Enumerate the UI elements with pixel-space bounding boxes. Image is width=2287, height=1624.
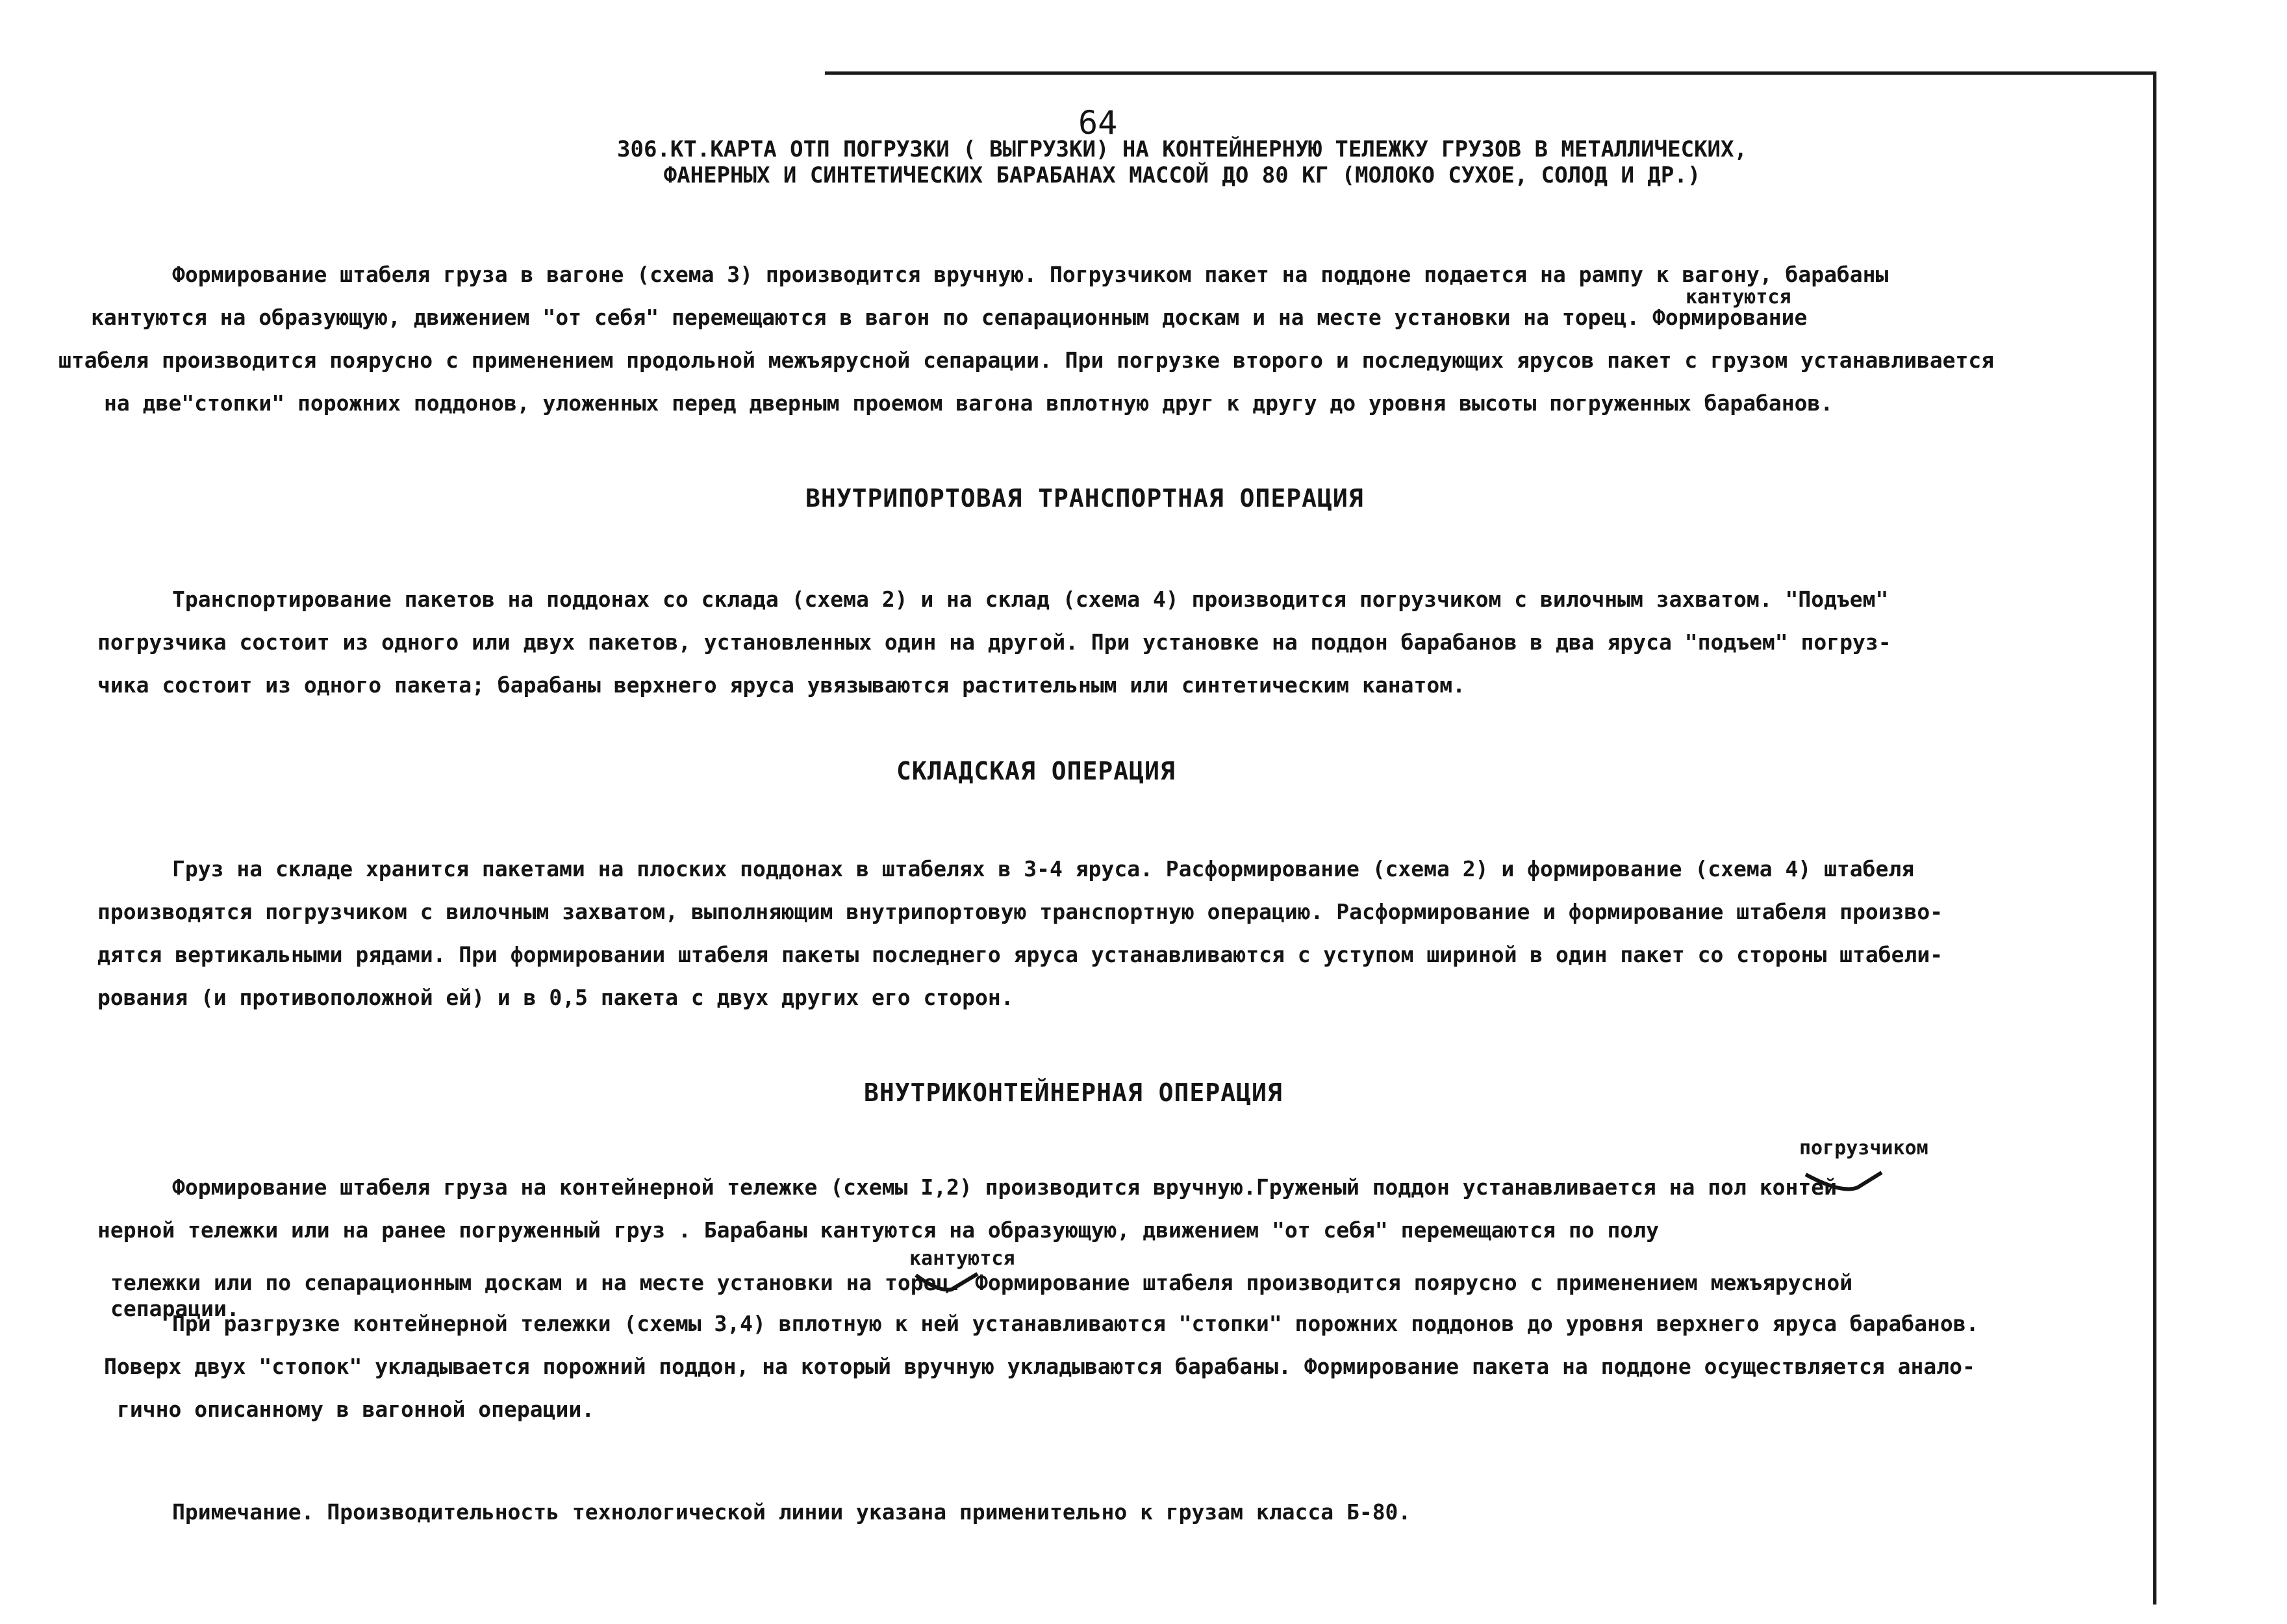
paragraph-line: чика состоит из одного пакета; барабаны верхнего яруса увязываются растительным или синтетическим канатом.: [97, 672, 1465, 698]
paragraph-line: погрузчика состоит из одного или двух пакетов, установленных один на другой. При установке на поддон барабанов в два яруса "подъем" погруз-: [97, 629, 1891, 655]
paragraph-line: Транспортирование пакетов на поддонах со склада (схема 2) и на склад (схема 4) производится погрузчиком с вилочным захватом. "Подъем": [172, 587, 1889, 612]
title-line-1: 306.КТ.КАРТА ОТП ПОГРУЗКИ ( ВЫГРУЗКИ) НА КОНТЕЙНЕРНУЮ ТЕЛЕЖКУ ГРУЗОВ В МЕТАЛЛИЧЕСКИХ,: [617, 136, 1747, 162]
section-heading: ВНУТРИКОНТЕЙНЕРНАЯ ОПЕРАЦИЯ: [864, 1078, 1283, 1107]
paragraph-transport-operation: [97, 578, 1891, 707]
title-line-2: ФАНЕРНЫХ И СИНТЕТИЧЕСКИХ БАРАБАНАХ МАССОЙ ДО 80 КГ (МОЛОКО СУХОЕ, СОЛОД И ДР.): [663, 162, 1701, 188]
page-number: 64: [1078, 104, 1118, 142]
paragraph-line: производятся погрузчиком с вилочным захватом, выполняющим внутрипортовую транспортную операцию. Расформирование и формирование штабеля произво-: [97, 899, 1943, 924]
paragraph-line: Формирование штабеля груза в вагоне (схема 3) производится вручную. Погрузчиком пакет на поддоне подается на рампу к вагону, барабаны: [172, 262, 1889, 287]
insert-word: кантуются: [1686, 286, 1791, 309]
paragraph-line: гично описанному в вагонной операции.: [117, 1397, 595, 1422]
document-title: [533, 136, 1832, 188]
paragraph-line: При разгрузке контейнерной тележки (схемы 3,4) вплотную к ней устанавливаются "стопки" порожних поддонов до уровня верхнего яруса барабанов.: [172, 1311, 1979, 1336]
note: [172, 1491, 1411, 1534]
paragraph-container-operation: [97, 1166, 1850, 1252]
paragraph-line: штабеля производится поярусно с применением продольной межъярусной сепарации. При погрузке второго и последующих ярусов пакет с грузом устанавливается: [58, 348, 1995, 373]
section-heading: ВНУТРИПОРТОВАЯ ТРАНСПОРТНАЯ ОПЕРАЦИЯ: [805, 484, 1364, 513]
top-border-line: [825, 71, 2156, 75]
insert-word: кантуются: [909, 1247, 1015, 1270]
paragraph-line: нерной тележки или на ранее погруженный груз . Барабаны кантуются на образующую, движением "от себя" перемещаются по полу: [97, 1217, 1659, 1243]
paragraph-warehouse-operation: [97, 848, 1943, 1019]
paragraph-line: Поверх двух "стопок" укладывается порожний поддон, на который вручную укладываются барабаны. Формирование пакета на поддоне осуществляется анало-: [104, 1354, 1975, 1379]
paragraph-line: на две"стопки" порожних поддонов, уложенных перед дверным проемом вагона вплотную друг к другу до уровня высоты погруженных барабанов.: [104, 390, 1834, 416]
right-border-line: [2153, 71, 2156, 1605]
paragraph-unloading: [104, 1302, 1978, 1431]
paragraph-wagon-operation: [58, 253, 1995, 425]
paragraph-line: Формирование штабеля груза на контейнерной тележке (схемы I,2) производится вручную.Груженый поддон устанавливается на пол контей-: [172, 1174, 1850, 1200]
paragraph-line: Груз на складе хранится пакетами на плоских поддонах в штабелях в 3-4 яруса. Расформирование (схема 2) и формирование (схема 4) штабеля: [172, 856, 1915, 882]
paragraph-line: кантуются на образующую, движением "от себя" перемещаются в вагон по сепарационным доскам и на месте установки на торец. Формирование: [91, 305, 1808, 330]
paragraph-line: рования (и противоположной ей) и в 0,5 пакета с двух других его сторон.: [97, 985, 1014, 1010]
note-text: Примечание. Производительность технологической линии указана применительно к грузам класса Б-80.: [172, 1499, 1411, 1525]
paragraph-line: дятся вертикальными рядами. При формировании штабеля пакеты последнего яруса устанавливаются с уступом шириной в один пакет со стороны штабели-: [97, 942, 1943, 967]
section-heading: СКЛАДСКАЯ ОПЕРАЦИЯ: [896, 757, 1176, 785]
paragraph-line: сепарации.: [110, 1296, 240, 1321]
paragraph-line: тележки или по сепарационным доскам и на месте установки на торец. Формирование штабеля производится поярусно с применением межъярусной: [110, 1270, 1853, 1295]
insert-word: погрузчиком: [1799, 1137, 1928, 1160]
